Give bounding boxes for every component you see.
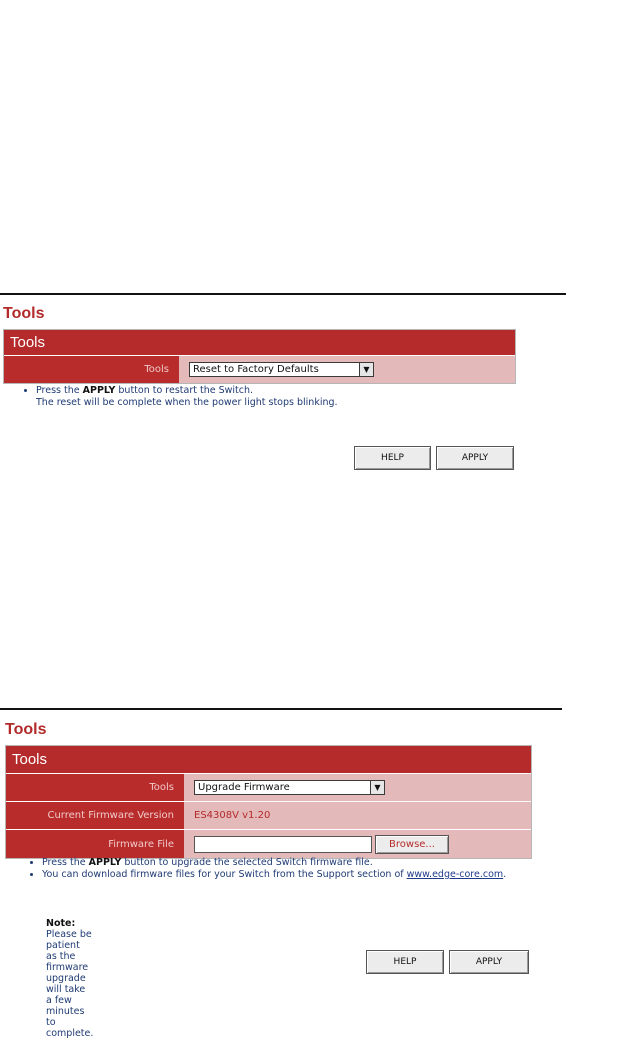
tools-row <box>4 355 515 383</box>
instruction-text: button to restart the Switch. <box>115 385 254 396</box>
instruction-text: . <box>503 869 507 880</box>
instruction-text: Press the <box>42 857 89 868</box>
box-title: Tools <box>6 746 531 773</box>
apply-button[interactable]: APPLY <box>436 446 514 470</box>
tools-select[interactable] <box>194 780 385 795</box>
browse-button[interactable]: Browse... <box>375 835 449 854</box>
note-label: Note: <box>46 918 76 929</box>
instruction-bold: APPLY <box>88 857 122 868</box>
tools-label: Tools <box>4 356 179 383</box>
help-button[interactable]: HELP <box>354 446 431 470</box>
tools-value-cell <box>179 356 515 383</box>
firmware-version-label: Current Firmware Version <box>6 802 184 829</box>
instructions <box>22 385 502 409</box>
firmware-version-value: ES4308V v1.20 <box>184 802 531 829</box>
instruction-item <box>42 869 508 881</box>
instruction-bold: APPLY <box>82 385 116 396</box>
firmware-file-row <box>6 829 531 858</box>
edge-core-link[interactable]: www.edge-core.com <box>406 869 504 880</box>
instruction-text: Press the <box>36 385 83 396</box>
page-title: Tools <box>5 721 47 738</box>
tools-select[interactable] <box>189 362 374 377</box>
tools-label: Tools <box>6 774 184 801</box>
firmware-file-cell <box>184 830 531 858</box>
tools-value-cell <box>184 774 531 801</box>
chevron-down-icon[interactable]: ▼ <box>370 781 384 794</box>
box-title: Tools <box>4 330 515 355</box>
tools-select-value: Upgrade Firmware <box>198 782 290 793</box>
instruction-text: button to upgrade the selected Switch firmware file. <box>121 857 373 868</box>
instructions <box>28 857 508 881</box>
tools-box <box>3 329 516 384</box>
firmware-version-row <box>6 801 531 829</box>
note-text: Please be patient as the firmware upgrade will take a few minutes to complete. <box>46 929 94 1039</box>
tools-select-value: Reset to Factory Defaults <box>193 364 319 375</box>
instruction-item <box>42 857 508 869</box>
divider-rule <box>0 708 562 710</box>
page-title: Tools <box>3 305 45 322</box>
apply-button[interactable]: APPLY <box>449 950 529 974</box>
tools-row <box>6 773 531 801</box>
instruction-text: You can download firmware files for your Switch from the Support section of <box>42 869 407 880</box>
firmware-file-label: Firmware File <box>6 830 184 858</box>
tools-box <box>5 745 532 859</box>
help-button[interactable]: HELP <box>366 950 444 974</box>
instruction-item <box>36 385 502 409</box>
divider-rule <box>0 293 566 295</box>
firmware-file-input[interactable] <box>194 836 372 853</box>
note <box>46 918 93 1039</box>
chevron-down-icon[interactable]: ▼ <box>359 363 373 376</box>
instruction-text: The reset will be complete when the power light stops blinking. <box>36 397 338 408</box>
